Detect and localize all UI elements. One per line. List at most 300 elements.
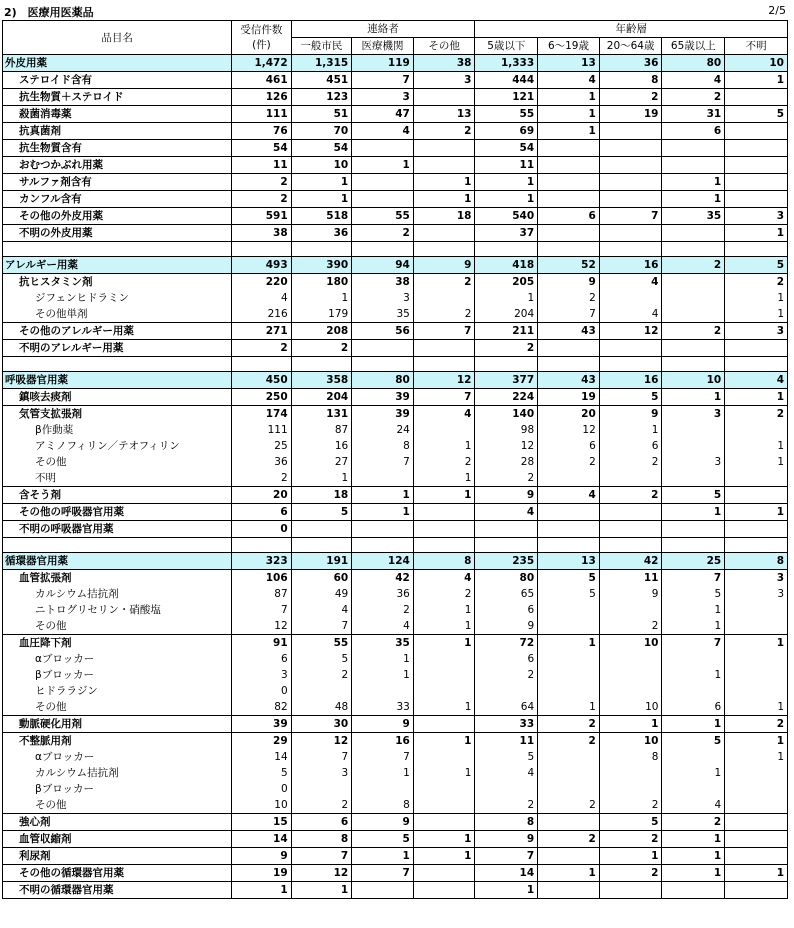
value-cell: 39: [352, 389, 414, 406]
value-cell: 72: [475, 635, 538, 652]
value-cell: [725, 831, 788, 848]
value-cell: 6: [538, 438, 600, 454]
value-cell: 9: [475, 487, 538, 504]
detail-row: [3, 667, 788, 683]
value-cell: 6: [599, 438, 662, 454]
value-cell: 0: [232, 683, 291, 699]
value-cell: 47: [352, 106, 414, 123]
value-cell: [599, 602, 662, 618]
subcategory-row: [3, 882, 788, 899]
value-cell: 358: [291, 372, 352, 389]
value-cell: 9: [538, 274, 600, 291]
value-cell: 6: [232, 651, 291, 667]
value-cell: 2: [232, 174, 291, 191]
detail-row: [3, 765, 788, 781]
value-cell: [538, 651, 600, 667]
value-cell: [413, 882, 475, 899]
value-cell: 1: [413, 174, 475, 191]
item-name-cell: その他単剤: [3, 306, 232, 323]
value-cell: 2: [662, 257, 725, 274]
value-cell: [725, 797, 788, 814]
item-name-header: 品目名: [3, 21, 232, 55]
item-name-cell: ニトログリセリン・硝酸塩: [3, 602, 232, 618]
value-cell: 1: [538, 123, 600, 140]
value-cell: 9: [475, 831, 538, 848]
value-cell: 204: [475, 306, 538, 323]
value-cell: [725, 123, 788, 140]
value-cell: 1: [352, 765, 414, 781]
item-name-cell: その他のアレルギー用薬: [3, 323, 232, 340]
value-cell: 60: [291, 570, 352, 587]
value-cell: 493: [232, 257, 291, 274]
value-cell: 3: [725, 586, 788, 602]
value-cell: 2: [538, 716, 600, 733]
value-cell: 7: [413, 323, 475, 340]
empty-cell: [662, 357, 725, 372]
category-row: [3, 372, 788, 389]
value-cell: [413, 797, 475, 814]
value-cell: 5: [291, 504, 352, 521]
value-cell: [725, 848, 788, 865]
value-cell: [538, 470, 600, 487]
value-cell: 1: [725, 504, 788, 521]
detail-row: [3, 749, 788, 765]
empty-cell: [538, 242, 600, 257]
empty-cell: [599, 538, 662, 553]
value-cell: 43: [538, 323, 600, 340]
value-cell: 1: [413, 618, 475, 635]
value-cell: 12: [538, 422, 600, 438]
value-cell: 5: [475, 749, 538, 765]
value-cell: 18: [291, 487, 352, 504]
value-cell: 204: [291, 389, 352, 406]
value-cell: 16: [352, 733, 414, 750]
value-cell: 180: [291, 274, 352, 291]
value-cell: [538, 191, 600, 208]
value-cell: 3: [662, 454, 725, 470]
value-cell: 1: [475, 290, 538, 306]
spacer-row: [3, 242, 788, 257]
value-cell: 208: [291, 323, 352, 340]
value-cell: 7: [291, 848, 352, 865]
value-cell: 121: [475, 89, 538, 106]
value-cell: 55: [352, 208, 414, 225]
detail-row: [3, 470, 788, 487]
value-cell: 0: [232, 521, 291, 538]
value-cell: 540: [475, 208, 538, 225]
value-cell: 2: [599, 487, 662, 504]
value-cell: 124: [352, 553, 414, 570]
empty-cell: [232, 357, 291, 372]
value-cell: 9: [599, 586, 662, 602]
value-cell: [662, 781, 725, 797]
value-cell: [725, 667, 788, 683]
value-cell: 111: [232, 106, 291, 123]
value-cell: 25: [662, 553, 725, 570]
value-cell: 1: [475, 191, 538, 208]
value-cell: 451: [291, 72, 352, 89]
subcategory-row: [3, 570, 788, 587]
item-name-cell: その他: [3, 699, 232, 716]
value-cell: [725, 89, 788, 106]
value-cell: [352, 140, 414, 157]
value-cell: 69: [475, 123, 538, 140]
value-cell: 6: [475, 651, 538, 667]
value-cell: 1: [725, 699, 788, 716]
subcategory-row: [3, 174, 788, 191]
value-cell: 7: [352, 749, 414, 765]
empty-cell: [538, 357, 600, 372]
value-cell: 1: [413, 438, 475, 454]
value-cell: 42: [352, 570, 414, 587]
value-cell: 7: [599, 208, 662, 225]
value-cell: 5: [232, 765, 291, 781]
value-cell: 2: [725, 406, 788, 423]
value-cell: 0: [232, 781, 291, 797]
value-cell: [538, 814, 600, 831]
value-cell: 179: [291, 306, 352, 323]
value-cell: 36: [599, 55, 662, 72]
value-cell: 3: [662, 406, 725, 423]
value-cell: 1: [413, 602, 475, 618]
empty-cell: [475, 357, 538, 372]
value-cell: 7: [291, 618, 352, 635]
subcategory-row: [3, 72, 788, 89]
value-cell: 3: [725, 570, 788, 587]
item-name-cell: 不明の外皮用薬: [3, 225, 232, 242]
value-cell: [599, 882, 662, 899]
value-cell: [352, 470, 414, 487]
value-cell: 10: [232, 797, 291, 814]
item-name-cell: ヒドララジン: [3, 683, 232, 699]
detail-row: [3, 422, 788, 438]
value-cell: [599, 123, 662, 140]
subcategory-row: [3, 123, 788, 140]
item-name-cell: 呼吸器官用薬: [3, 372, 232, 389]
value-cell: 390: [291, 257, 352, 274]
value-cell: 461: [232, 72, 291, 89]
subcategory-row: [3, 635, 788, 652]
value-cell: 2: [352, 225, 414, 242]
value-cell: 38: [352, 274, 414, 291]
value-cell: [352, 174, 414, 191]
value-cell: 1: [352, 848, 414, 865]
value-cell: [662, 422, 725, 438]
value-cell: [725, 340, 788, 357]
subcategory-row: [3, 848, 788, 865]
value-cell: 39: [232, 716, 291, 733]
value-cell: 1: [413, 635, 475, 652]
item-name-cell: 不明の呼吸器官用薬: [3, 521, 232, 538]
item-name-cell: カルシウム拮抗剤: [3, 765, 232, 781]
empty-cell: [538, 538, 600, 553]
value-cell: 11: [475, 733, 538, 750]
value-cell: [538, 683, 600, 699]
value-cell: 271: [232, 323, 291, 340]
value-cell: 7: [662, 635, 725, 652]
value-cell: [413, 225, 475, 242]
value-cell: 1: [291, 290, 352, 306]
item-name-cell: 血管収縮剤: [3, 831, 232, 848]
detail-row: [3, 797, 788, 814]
value-cell: 1,333: [475, 55, 538, 72]
subcategory-row: [3, 89, 788, 106]
value-cell: 1: [538, 865, 600, 882]
value-cell: 5: [538, 586, 600, 602]
value-cell: [662, 521, 725, 538]
empty-cell: [3, 242, 232, 257]
value-cell: 1: [725, 389, 788, 406]
value-cell: [599, 765, 662, 781]
value-cell: 5: [725, 257, 788, 274]
value-cell: 1: [413, 699, 475, 716]
empty-cell: [475, 538, 538, 553]
empty-cell: [725, 242, 788, 257]
value-cell: 10: [599, 635, 662, 652]
value-cell: [662, 157, 725, 174]
contact-group-header: 連絡者: [291, 21, 475, 38]
item-name-cell: アミノフィリン／テオフィリン: [3, 438, 232, 454]
value-cell: 10: [662, 372, 725, 389]
subcategory-row: [3, 208, 788, 225]
table-header: [3, 21, 788, 55]
value-cell: 2: [538, 797, 600, 814]
value-cell: 19: [538, 389, 600, 406]
value-cell: 19: [599, 106, 662, 123]
value-cell: 4: [475, 765, 538, 781]
value-cell: 35: [352, 635, 414, 652]
subcategory-row: [3, 831, 788, 848]
value-cell: [725, 174, 788, 191]
value-cell: [352, 521, 414, 538]
value-cell: 2: [232, 340, 291, 357]
value-cell: 235: [475, 553, 538, 570]
value-cell: 5: [538, 570, 600, 587]
value-cell: 4: [599, 306, 662, 323]
subcategory-row: [3, 323, 788, 340]
value-cell: [599, 683, 662, 699]
value-cell: [599, 340, 662, 357]
value-cell: 1: [662, 716, 725, 733]
value-cell: 123: [291, 89, 352, 106]
value-cell: [475, 521, 538, 538]
value-cell: 25: [232, 438, 291, 454]
value-cell: 1: [413, 191, 475, 208]
item-name-cell: 循環器官用薬: [3, 553, 232, 570]
value-cell: [599, 290, 662, 306]
value-cell: 12: [413, 372, 475, 389]
value-cell: 2: [538, 290, 600, 306]
value-cell: 13: [538, 553, 600, 570]
value-cell: 2: [725, 716, 788, 733]
value-cell: 450: [232, 372, 291, 389]
value-cell: [291, 521, 352, 538]
empty-cell: [352, 357, 414, 372]
item-name-cell: 血圧降下剤: [3, 635, 232, 652]
value-cell: 211: [475, 323, 538, 340]
item-name-cell: ジフェンヒドラミン: [3, 290, 232, 306]
value-cell: 12: [232, 618, 291, 635]
value-cell: [413, 651, 475, 667]
value-cell: 140: [475, 406, 538, 423]
value-cell: 9: [352, 814, 414, 831]
value-cell: 36: [232, 454, 291, 470]
value-cell: 14: [232, 749, 291, 765]
value-cell: 591: [232, 208, 291, 225]
value-cell: 27: [291, 454, 352, 470]
item-name-cell: おむつかぶれ用薬: [3, 157, 232, 174]
value-cell: 7: [538, 306, 600, 323]
value-cell: 7: [291, 749, 352, 765]
value-cell: 64: [475, 699, 538, 716]
value-cell: [599, 781, 662, 797]
value-cell: 28: [475, 454, 538, 470]
value-cell: [352, 882, 414, 899]
contact-header-public: 一般市民: [291, 38, 352, 55]
value-cell: 1: [538, 635, 600, 652]
value-cell: 8: [725, 553, 788, 570]
value-cell: 1: [413, 487, 475, 504]
value-cell: [538, 174, 600, 191]
item-name-cell: β作動薬: [3, 422, 232, 438]
value-cell: 37: [475, 225, 538, 242]
value-cell: [725, 157, 788, 174]
value-cell: [475, 781, 538, 797]
value-cell: 1: [352, 667, 414, 683]
empty-cell: [232, 538, 291, 553]
value-cell: [413, 781, 475, 797]
empty-cell: [232, 242, 291, 257]
value-cell: 5: [662, 733, 725, 750]
value-cell: 1: [662, 865, 725, 882]
value-cell: [725, 882, 788, 899]
value-cell: 2: [291, 340, 352, 357]
category-row: [3, 257, 788, 274]
value-cell: 4: [538, 72, 600, 89]
item-name-cell: 不整脈用剤: [3, 733, 232, 750]
value-cell: 1: [413, 848, 475, 865]
item-name-cell: αブロッカー: [3, 749, 232, 765]
item-name-cell: その他: [3, 618, 232, 635]
empty-cell: [662, 242, 725, 257]
value-cell: [538, 225, 600, 242]
item-name-cell: その他: [3, 797, 232, 814]
item-name-cell: βブロッカー: [3, 667, 232, 683]
section-title: 2) 医療用医薬品: [4, 6, 94, 19]
detail-row: [3, 586, 788, 602]
detail-row: [3, 781, 788, 797]
value-cell: 1: [725, 225, 788, 242]
value-cell: 1: [352, 487, 414, 504]
value-cell: 5: [662, 487, 725, 504]
value-cell: 1: [599, 716, 662, 733]
value-cell: 4: [352, 123, 414, 140]
value-cell: 1: [538, 106, 600, 123]
empty-cell: [352, 242, 414, 257]
item-name-cell: 含そう剤: [3, 487, 232, 504]
value-cell: 7: [352, 72, 414, 89]
age-header-20-64: 20～64歳: [599, 38, 662, 55]
table-body: [3, 55, 788, 899]
value-cell: 3: [232, 667, 291, 683]
value-cell: 2: [291, 797, 352, 814]
value-cell: 1: [725, 749, 788, 765]
value-cell: 8: [291, 831, 352, 848]
value-cell: 4: [352, 618, 414, 635]
value-cell: 3: [291, 765, 352, 781]
value-cell: 7: [232, 602, 291, 618]
value-cell: 224: [475, 389, 538, 406]
value-cell: 4: [232, 290, 291, 306]
value-cell: 5: [599, 389, 662, 406]
value-cell: [413, 340, 475, 357]
value-cell: [291, 683, 352, 699]
value-cell: 48: [291, 699, 352, 716]
page-header: [0, 0, 794, 20]
value-cell: 36: [291, 225, 352, 242]
value-cell: [662, 290, 725, 306]
received-count-unit: (件): [252, 38, 271, 51]
value-cell: 1: [352, 651, 414, 667]
value-cell: 126: [232, 89, 291, 106]
subcategory-row: [3, 487, 788, 504]
value-cell: 1: [662, 602, 725, 618]
value-cell: 3: [352, 290, 414, 306]
item-name-cell: その他: [3, 454, 232, 470]
value-cell: 35: [352, 306, 414, 323]
value-cell: 30: [291, 716, 352, 733]
value-cell: 80: [475, 570, 538, 587]
detail-row: [3, 454, 788, 470]
value-cell: [725, 814, 788, 831]
detail-row: [3, 683, 788, 699]
value-cell: 131: [291, 406, 352, 423]
value-cell: 6: [662, 699, 725, 716]
detail-row: [3, 618, 788, 635]
value-cell: [413, 716, 475, 733]
value-cell: 2: [538, 733, 600, 750]
value-cell: 2: [599, 454, 662, 470]
value-cell: 13: [413, 106, 475, 123]
value-cell: 1: [538, 699, 600, 716]
value-cell: [725, 521, 788, 538]
value-cell: [662, 749, 725, 765]
subcategory-row: [3, 389, 788, 406]
value-cell: 1,472: [232, 55, 291, 72]
drug-statistics-table: [2, 20, 788, 899]
value-cell: 1: [725, 306, 788, 323]
value-cell: 2: [599, 618, 662, 635]
value-cell: 1: [291, 882, 352, 899]
value-cell: 2: [662, 814, 725, 831]
empty-cell: [599, 357, 662, 372]
value-cell: [599, 191, 662, 208]
value-cell: [413, 749, 475, 765]
item-name-cell: 不明のアレルギー用薬: [3, 340, 232, 357]
empty-cell: [413, 357, 475, 372]
value-cell: 2: [475, 340, 538, 357]
value-cell: 6: [538, 208, 600, 225]
subcategory-row: [3, 157, 788, 174]
detail-row: [3, 438, 788, 454]
value-cell: 8: [475, 814, 538, 831]
value-cell: 418: [475, 257, 538, 274]
value-cell: 82: [232, 699, 291, 716]
value-cell: 2: [662, 323, 725, 340]
value-cell: 2: [232, 191, 291, 208]
value-cell: 29: [232, 733, 291, 750]
empty-cell: [413, 242, 475, 257]
